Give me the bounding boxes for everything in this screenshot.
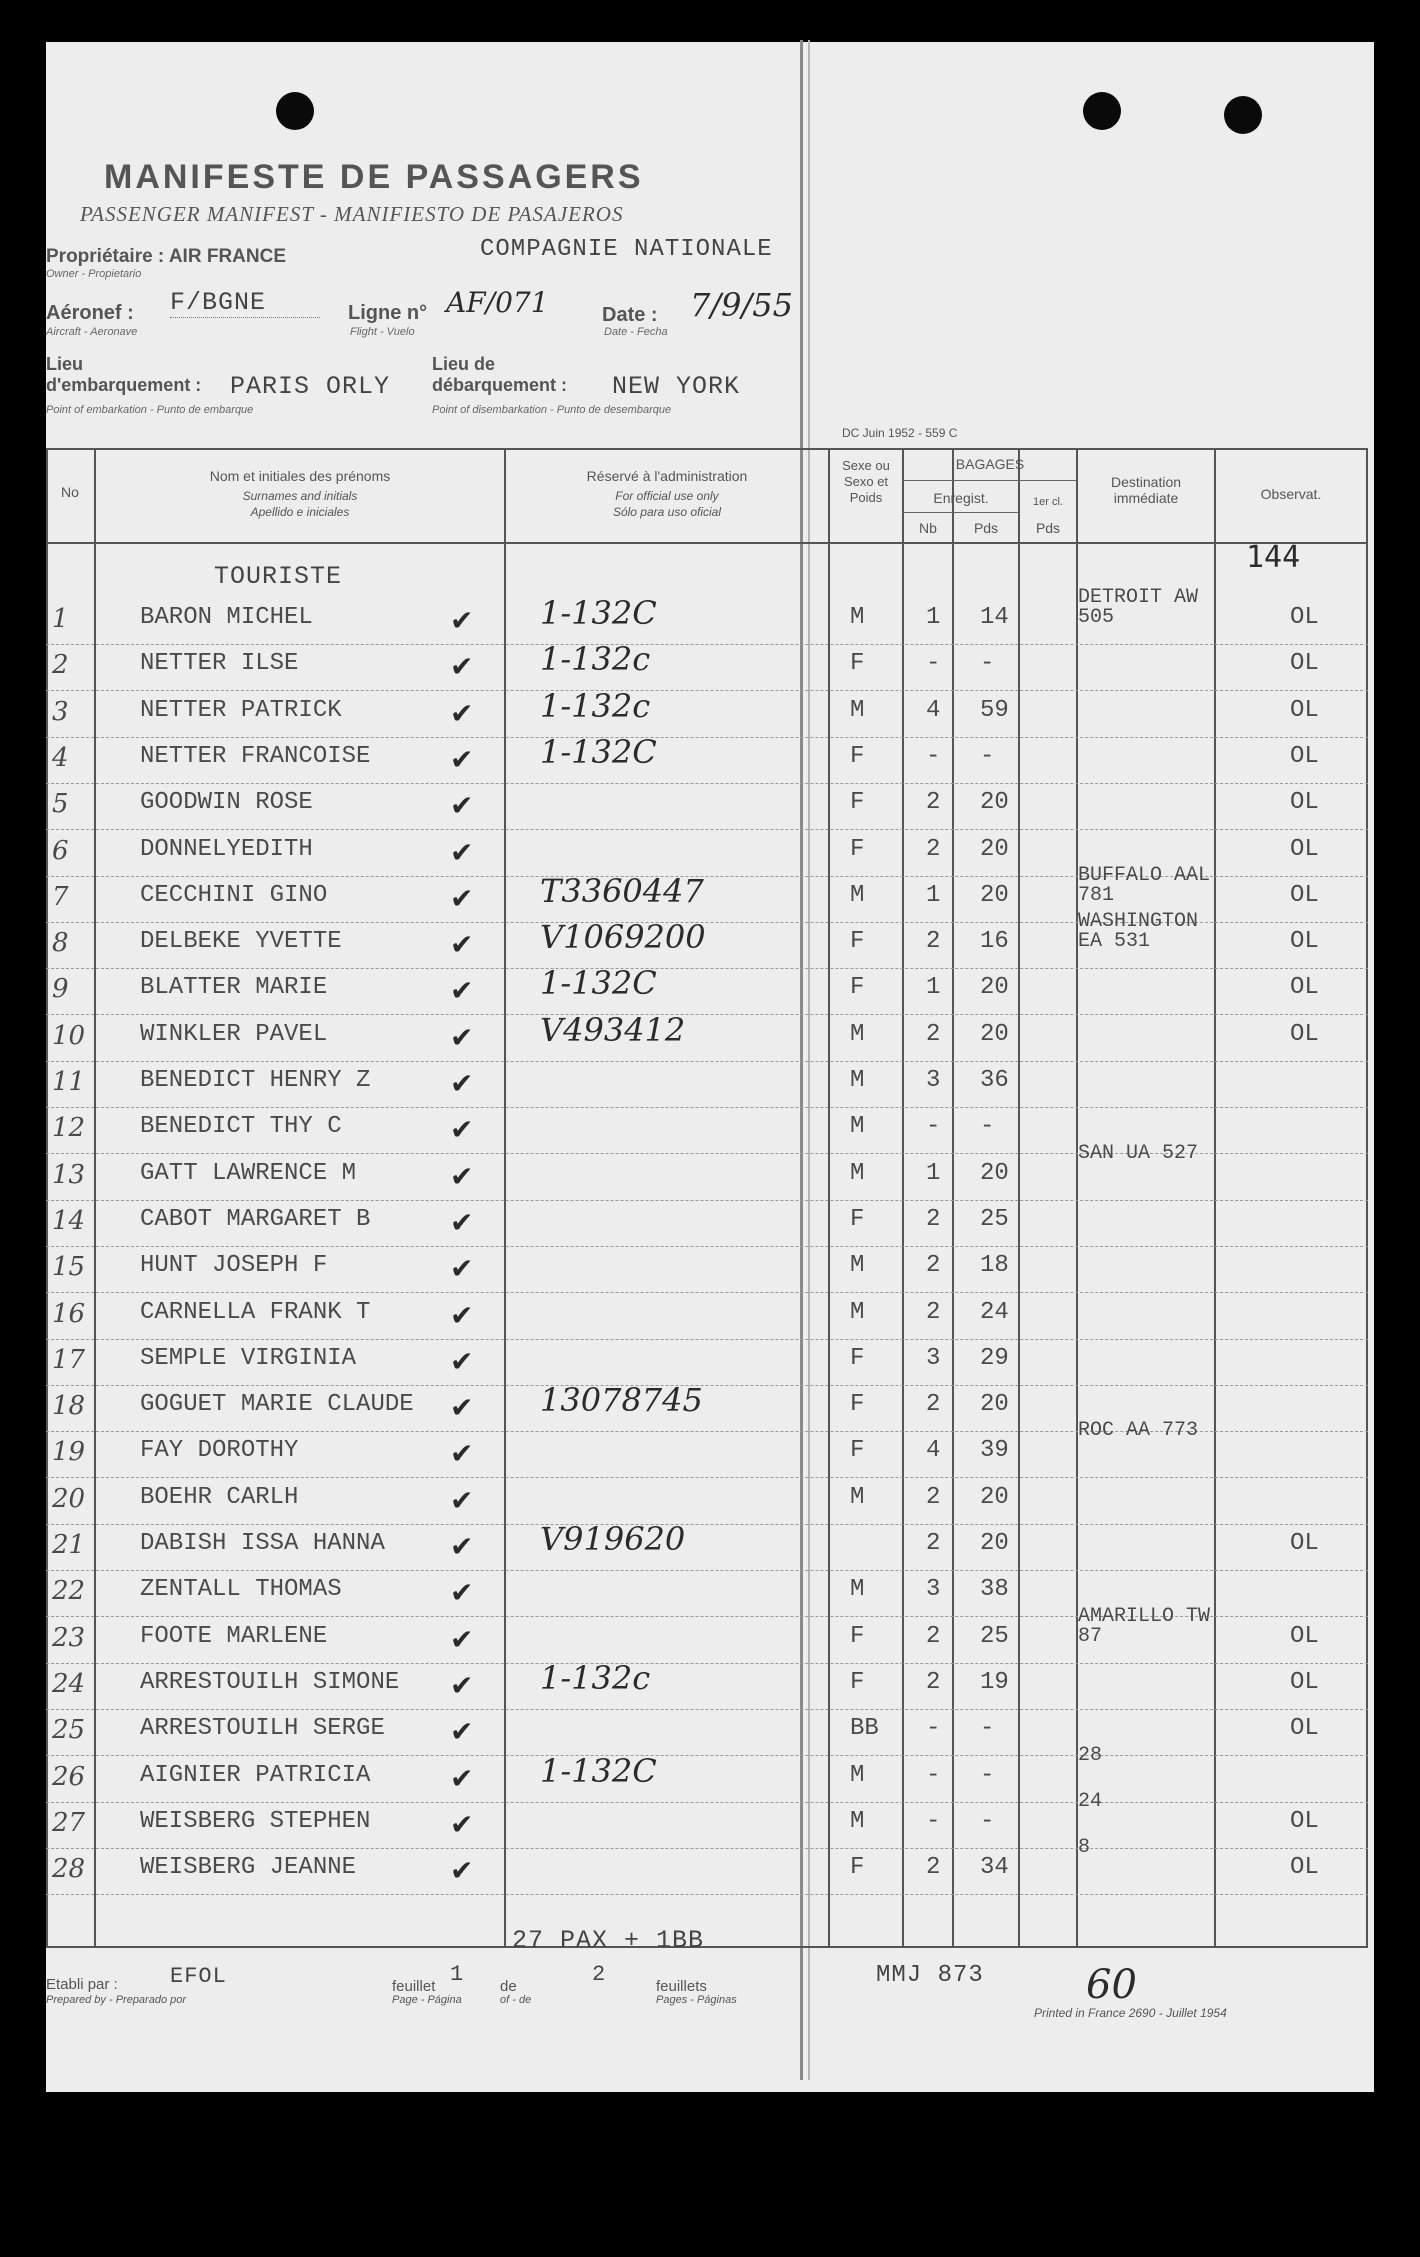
passenger-sex: F xyxy=(850,1623,865,1650)
check-mark-icon: ✔ xyxy=(450,1624,474,1655)
col-header-admin-es: Sólo para uso oficial xyxy=(612,505,722,519)
passenger-name: CECCHINI GINO xyxy=(140,882,328,909)
table-row xyxy=(0,1484,1420,1530)
class-heading: TOURISTE xyxy=(214,562,343,591)
baggage-count: - xyxy=(926,1808,941,1835)
sheet-sub: Page - Página xyxy=(392,1994,462,2006)
passenger-name: GOODWIN ROSE xyxy=(140,789,313,816)
manifest-title: MANIFESTE DE PASSAGERS xyxy=(104,158,644,196)
row-number: 17 xyxy=(52,1345,86,1375)
prepared-sub: Prepared by - Preparado por xyxy=(46,1994,187,2006)
passenger-sex: F xyxy=(850,974,865,1001)
passenger-name: WEISBERG STEPHEN xyxy=(140,1808,371,1835)
check-mark-icon: ✔ xyxy=(450,1716,474,1747)
destination: BUFFALO AAL 781 xyxy=(1078,864,1211,907)
destination: AMARILLO TW 87 xyxy=(1078,1605,1211,1648)
baggage-count: 3 xyxy=(926,1345,941,1372)
admin-reference: 1-132C xyxy=(540,1752,657,1790)
passenger-name: SEMPLE VIRGINIA xyxy=(140,1345,357,1372)
table-row xyxy=(0,1345,1420,1391)
passenger-sex: M xyxy=(850,1021,865,1048)
admin-reference: V1069200 xyxy=(540,918,706,956)
destination: ROC AA 773 xyxy=(1078,1419,1199,1442)
baggage-count: 2 xyxy=(926,1484,941,1511)
row-number: 3 xyxy=(52,697,69,727)
admin-reference: 1-132c xyxy=(540,687,651,725)
check-mark-icon: ✔ xyxy=(450,1114,474,1145)
date-label: Date : xyxy=(602,304,658,326)
baggage-count: 2 xyxy=(926,1854,941,1881)
col-header-nb: Nb xyxy=(919,520,937,536)
row-number: 10 xyxy=(52,1021,86,1051)
table-row xyxy=(0,733,1420,789)
passenger-sex: M xyxy=(850,1067,865,1094)
baggage-count: 4 xyxy=(926,697,941,724)
check-mark-icon: ✔ xyxy=(450,837,474,868)
prepared-value: EFOL xyxy=(170,1964,227,1989)
col-header-name: Nom et initiales des prénoms xyxy=(209,468,391,484)
aircraft-label: Aéronef : xyxy=(46,302,134,324)
embark-label: Lieu d'embarquement : xyxy=(46,354,202,395)
observation: OL xyxy=(1290,882,1319,909)
table-row xyxy=(0,586,1420,650)
col-header-pds: Pds xyxy=(973,520,999,536)
table-row xyxy=(0,910,1420,974)
check-mark-icon: ✔ xyxy=(450,1346,474,1377)
baggage-weight: 29 xyxy=(980,1345,1009,1372)
baggage-weight: 20 xyxy=(980,1530,1009,1557)
passenger-name: BOEHR CARLH xyxy=(140,1484,299,1511)
passenger-sex: M xyxy=(850,1484,865,1511)
page-number: 144 xyxy=(1246,540,1301,575)
passenger-sex: M xyxy=(850,1762,865,1789)
table-row xyxy=(0,687,1420,743)
date-value: 7/9/55 xyxy=(690,286,793,324)
baggage-count: - xyxy=(926,1715,941,1742)
table-row xyxy=(0,1299,1420,1345)
baggage-weight: 34 xyxy=(980,1854,1009,1881)
reference-code: MMJ 873 xyxy=(876,1962,984,1989)
passenger-name: ARRESTOUILH SIMONE xyxy=(140,1669,400,1696)
sheets-sub: Pages - Páginas xyxy=(656,1994,737,2006)
baggage-weight: 18 xyxy=(980,1252,1009,1279)
check-mark-icon: ✔ xyxy=(450,651,474,682)
row-number: 19 xyxy=(52,1437,86,1467)
aircraft-sub: Aircraft - Aeronave xyxy=(46,326,138,338)
baggage-count: - xyxy=(926,1113,941,1140)
passenger-name: FOOTE MARLENE xyxy=(140,1623,328,1650)
table-row xyxy=(0,1836,1420,1900)
sheet-value: 1 xyxy=(450,1962,465,1987)
observation: OL xyxy=(1290,836,1319,863)
row-number: 23 xyxy=(52,1623,86,1653)
table-row xyxy=(0,1252,1420,1298)
baggage-count: - xyxy=(926,650,941,677)
baggage-count: 2 xyxy=(926,1669,941,1696)
admin-reference: 1-132c xyxy=(540,640,651,678)
passenger-name: AIGNIER PATRICIA xyxy=(140,1762,371,1789)
row-number: 9 xyxy=(52,974,69,1004)
check-mark-icon: ✔ xyxy=(450,1809,474,1840)
passenger-sex: M xyxy=(850,697,865,724)
passenger-sex: F xyxy=(850,789,865,816)
passenger-sex: M xyxy=(850,882,865,909)
col-header-name-es: Apellido e iniciales xyxy=(250,505,350,519)
row-number: 13 xyxy=(52,1160,86,1190)
check-mark-icon: ✔ xyxy=(450,1531,474,1562)
baggage-count: 3 xyxy=(926,1576,941,1603)
row-number: 24 xyxy=(52,1669,86,1699)
admin-reference: V919620 xyxy=(540,1520,686,1558)
punch-hole xyxy=(1224,96,1262,134)
disembark-value: NEW YORK xyxy=(612,372,741,401)
observation: OL xyxy=(1290,743,1319,770)
sheet-label: feuillet xyxy=(392,1978,436,1995)
baggage-weight: - xyxy=(980,650,995,677)
embark-sub: Point of embarkation - Punto de embarque xyxy=(46,404,254,416)
baggage-weight: 16 xyxy=(980,928,1009,955)
observation: OL xyxy=(1290,1715,1319,1742)
check-mark-icon: ✔ xyxy=(450,1068,474,1099)
enreg-rule xyxy=(902,512,1018,513)
passenger-name: GOGUET MARIE CLAUDE xyxy=(140,1391,414,1418)
baggage-weight: - xyxy=(980,1762,995,1789)
row-number: 4 xyxy=(52,743,69,773)
company-name: COMPAGNIE NATIONALE xyxy=(480,236,773,263)
destination: 28 xyxy=(1078,1744,1103,1767)
passenger-name: GATT LAWRENCE M xyxy=(140,1160,357,1187)
passenger-name: HUNT JOSEPH F xyxy=(140,1252,328,1279)
flight-label: Ligne n° xyxy=(348,302,428,324)
admin-reference: 13078745 xyxy=(540,1381,703,1419)
punch-hole xyxy=(1083,92,1121,130)
check-mark-icon: ✔ xyxy=(450,605,474,636)
table-row xyxy=(0,789,1420,835)
baggage-count: 2 xyxy=(926,1252,941,1279)
baggage-weight: 25 xyxy=(980,1623,1009,1650)
observation: OL xyxy=(1290,1530,1319,1557)
baggage-weight: - xyxy=(980,1113,995,1140)
col-header-excess-pds: Pds xyxy=(1035,520,1061,536)
total-weight: 60 xyxy=(1086,1962,1137,2008)
table-row xyxy=(0,1605,1420,1669)
baggage-count: 4 xyxy=(926,1437,941,1464)
of-label: de xyxy=(500,1978,517,1995)
passenger-name: CABOT MARGARET B xyxy=(140,1206,371,1233)
table-border-bottom xyxy=(46,1946,1368,1948)
observation: OL xyxy=(1290,928,1319,955)
check-mark-icon: ✔ xyxy=(450,1438,474,1469)
check-mark-icon: ✔ xyxy=(450,1392,474,1423)
check-mark-icon: ✔ xyxy=(450,1253,474,1284)
embark-value: PARIS ORLY xyxy=(230,372,391,401)
passenger-sex: M xyxy=(850,1576,865,1603)
manifest-subtitle: PASSENGER MANIFEST - MANIFIESTO DE PASAJEROS xyxy=(80,202,624,226)
row-number: 2 xyxy=(52,650,69,680)
baggage-weight: 20 xyxy=(980,1484,1009,1511)
row-number: 26 xyxy=(52,1762,86,1792)
observation: OL xyxy=(1290,1854,1319,1881)
check-mark-icon: ✔ xyxy=(450,883,474,914)
passenger-sex: F xyxy=(850,928,865,955)
baggage-count: - xyxy=(926,1762,941,1789)
passenger-name: DELBEKE YVETTE xyxy=(140,928,342,955)
destination: DETROIT AW 505 xyxy=(1078,586,1199,629)
col-header-name-en: Surnames and initials xyxy=(242,489,358,503)
observation: OL xyxy=(1290,974,1319,1001)
row-number: 28 xyxy=(52,1854,86,1884)
baggage-weight: 20 xyxy=(980,789,1009,816)
check-mark-icon: ✔ xyxy=(450,1161,474,1192)
baggage-weight: 59 xyxy=(980,697,1009,724)
aircraft-value: F/BGNE xyxy=(170,288,320,318)
bagages-rule xyxy=(902,480,1076,481)
baggage-weight: 20 xyxy=(980,1021,1009,1048)
check-mark-icon: ✔ xyxy=(450,698,474,729)
col-header-observations: Observat. xyxy=(1260,486,1322,502)
owner-label: Propriétaire : AIR FRANCE xyxy=(46,246,286,267)
check-mark-icon: ✔ xyxy=(450,744,474,775)
baggage-count: 3 xyxy=(926,1067,941,1094)
col-header-admin: Réservé à l'administration xyxy=(586,468,748,484)
check-mark-icon: ✔ xyxy=(450,1207,474,1238)
check-mark-icon: ✔ xyxy=(450,929,474,960)
passenger-name: NETTER PATRICK xyxy=(140,697,342,724)
date-sub: Date - Fecha xyxy=(604,326,668,338)
baggage-weight: 24 xyxy=(980,1299,1009,1326)
baggage-count: 2 xyxy=(926,836,941,863)
passenger-name: ZENTALL THOMAS xyxy=(140,1576,342,1603)
baggage-count: 1 xyxy=(926,1160,941,1187)
observation: OL xyxy=(1290,1623,1319,1650)
baggage-weight: 39 xyxy=(980,1437,1009,1464)
row-number: 14 xyxy=(52,1206,86,1236)
passenger-sex: F xyxy=(850,1345,865,1372)
table-border-top xyxy=(46,448,1368,450)
observation: OL xyxy=(1290,789,1319,816)
row-number: 27 xyxy=(52,1808,86,1838)
passenger-name: NETTER FRANCOISE xyxy=(140,743,371,770)
disembark-sub: Point of disembarkation - Punto de desembarque xyxy=(432,404,672,416)
destination: 24 xyxy=(1078,1790,1103,1813)
col-header-enreg: Enregist. xyxy=(933,490,989,506)
passenger-sex: F xyxy=(850,1854,865,1881)
disembark-label: Lieu de débarquement : xyxy=(432,354,568,395)
passenger-name: BARON MICHEL xyxy=(140,604,313,631)
row-number: 21 xyxy=(52,1530,86,1560)
passenger-name: DABISH ISSA HANNA xyxy=(140,1530,385,1557)
passenger-sex: BB xyxy=(850,1715,879,1742)
passenger-name: NETTER ILSE xyxy=(140,650,299,677)
destination: SAN UA 527 xyxy=(1078,1142,1199,1165)
passenger-name: ARRESTOUILH SERGE xyxy=(140,1715,385,1742)
passenger-name: WINKLER PAVEL xyxy=(140,1021,328,1048)
baggage-weight: 36 xyxy=(980,1067,1009,1094)
prepared-label: Etabli par : xyxy=(46,1976,118,1993)
row-number: 8 xyxy=(52,928,69,958)
printed-note: Printed in France 2690 - Juillet 1954 xyxy=(1034,2006,1227,2020)
row-number: 25 xyxy=(52,1715,86,1745)
check-mark-icon: ✔ xyxy=(450,1485,474,1516)
baggage-weight: - xyxy=(980,743,995,770)
table-header-rule xyxy=(46,542,1368,544)
baggage-weight: 25 xyxy=(980,1206,1009,1233)
row-number: 1 xyxy=(52,604,69,634)
passenger-sex: M xyxy=(850,1160,865,1187)
passenger-sex: M xyxy=(850,1252,865,1279)
baggage-weight: 20 xyxy=(980,974,1009,1001)
check-mark-icon: ✔ xyxy=(450,1022,474,1053)
row-number: 22 xyxy=(52,1576,86,1606)
col-header-destination: Destination immédiate xyxy=(1110,474,1182,506)
table-row xyxy=(0,1520,1420,1576)
passenger-name: CARNELLA FRANK T xyxy=(140,1299,371,1326)
table-row xyxy=(0,1206,1420,1252)
punch-hole xyxy=(276,92,314,130)
row-number: 7 xyxy=(52,882,69,912)
totals: 27 PAX + 1BB xyxy=(512,1926,705,1955)
baggage-count: 2 xyxy=(926,1623,941,1650)
observation: OL xyxy=(1290,1021,1319,1048)
passenger-name: DONNELYEDITH xyxy=(140,836,313,863)
table-row xyxy=(0,1067,1420,1113)
check-mark-icon: ✔ xyxy=(450,790,474,821)
baggage-count: 1 xyxy=(926,974,941,1001)
baggage-weight: 38 xyxy=(980,1576,1009,1603)
passenger-sex: M xyxy=(850,1299,865,1326)
admin-reference: 1-132c xyxy=(540,1659,651,1697)
baggage-count: - xyxy=(926,743,941,770)
baggage-count: 2 xyxy=(926,1299,941,1326)
admin-reference: 1-132C xyxy=(540,964,657,1002)
row-number: 16 xyxy=(52,1299,86,1329)
baggage-count: 2 xyxy=(926,1530,941,1557)
table-row xyxy=(0,1011,1420,1067)
flight-sub: Flight - Vuelo xyxy=(350,326,415,338)
check-mark-icon: ✔ xyxy=(450,1300,474,1331)
passenger-sex: F xyxy=(850,836,865,863)
destination: WASHINGTON EA 531 xyxy=(1078,910,1199,953)
baggage-weight: 14 xyxy=(980,604,1009,631)
admin-reference: V493412 xyxy=(540,1011,686,1049)
admin-reference: 1-132C xyxy=(540,733,657,771)
owner-sub: Owner - Propietario xyxy=(46,268,142,280)
table-row xyxy=(0,1142,1420,1206)
baggage-weight: - xyxy=(980,1715,995,1742)
passenger-sex: M xyxy=(850,604,865,631)
form-reference: DC Juin 1952 - 559 C xyxy=(842,426,958,440)
baggage-count: 2 xyxy=(926,1206,941,1233)
of-value: 2 xyxy=(592,1962,607,1987)
passenger-sex: M xyxy=(850,1808,865,1835)
baggage-count: 1 xyxy=(926,882,941,909)
col-header-bagages: BAGAGES xyxy=(955,456,1025,472)
col-header-admin-en: For official use only xyxy=(615,489,719,503)
passenger-name: FAY DOROTHY xyxy=(140,1437,299,1464)
passenger-sex: F xyxy=(850,743,865,770)
row-number: 15 xyxy=(52,1252,86,1282)
check-mark-icon: ✔ xyxy=(450,975,474,1006)
baggage-weight: 20 xyxy=(980,1160,1009,1187)
passenger-sex: F xyxy=(850,1206,865,1233)
of-sub: of - de xyxy=(500,1994,532,2006)
check-mark-icon: ✔ xyxy=(450,1855,474,1886)
check-mark-icon: ✔ xyxy=(450,1577,474,1608)
observation: OL xyxy=(1290,650,1319,677)
passenger-name: BENEDICT THY C xyxy=(140,1113,342,1140)
baggage-weight: 19 xyxy=(980,1669,1009,1696)
flight-value: AF/071 xyxy=(446,286,549,319)
col-header-no: No xyxy=(61,484,79,500)
row-number: 5 xyxy=(52,789,69,819)
admin-reference: 1-132C xyxy=(540,594,657,632)
check-mark-icon: ✔ xyxy=(450,1763,474,1794)
baggage-count: 2 xyxy=(926,1021,941,1048)
row-number: 20 xyxy=(52,1484,86,1514)
table-row xyxy=(0,1659,1420,1715)
observation: OL xyxy=(1290,697,1319,724)
check-mark-icon: ✔ xyxy=(450,1670,474,1701)
observation: OL xyxy=(1290,1808,1319,1835)
observation: OL xyxy=(1290,1669,1319,1696)
passenger-name: WEISBERG JEANNE xyxy=(140,1854,357,1881)
passenger-name: BENEDICT HENRY Z xyxy=(140,1067,371,1094)
row-number: 6 xyxy=(52,836,69,866)
row-number: 12 xyxy=(52,1113,86,1143)
baggage-weight: 20 xyxy=(980,882,1009,909)
col-header-sex: Sexe ou Sexo et Poids xyxy=(842,458,890,505)
sheets-label: feuillets xyxy=(656,1978,707,1995)
col-header-excess: 1er cl. xyxy=(1033,496,1063,508)
table-row xyxy=(0,964,1420,1020)
baggage-weight: 20 xyxy=(980,1391,1009,1418)
table-row xyxy=(0,1419,1420,1483)
baggage-count: 1 xyxy=(926,604,941,631)
row-number: 11 xyxy=(52,1067,86,1097)
observation: OL xyxy=(1290,604,1319,631)
passenger-sex: F xyxy=(850,1437,865,1464)
baggage-count: 2 xyxy=(926,928,941,955)
passenger-sex: F xyxy=(850,1391,865,1418)
baggage-count: 2 xyxy=(926,789,941,816)
baggage-weight: - xyxy=(980,1808,995,1835)
passenger-name: BLATTER MARIE xyxy=(140,974,328,1001)
passenger-sex: F xyxy=(850,650,865,677)
baggage-weight: 20 xyxy=(980,836,1009,863)
baggage-count: 2 xyxy=(926,1391,941,1418)
destination: 8 xyxy=(1078,1836,1091,1859)
row-number: 18 xyxy=(52,1391,86,1421)
passenger-sex: M xyxy=(850,1113,865,1140)
admin-reference: T3360447 xyxy=(540,872,704,910)
passenger-sex: F xyxy=(850,1669,865,1696)
table-row xyxy=(0,640,1420,696)
